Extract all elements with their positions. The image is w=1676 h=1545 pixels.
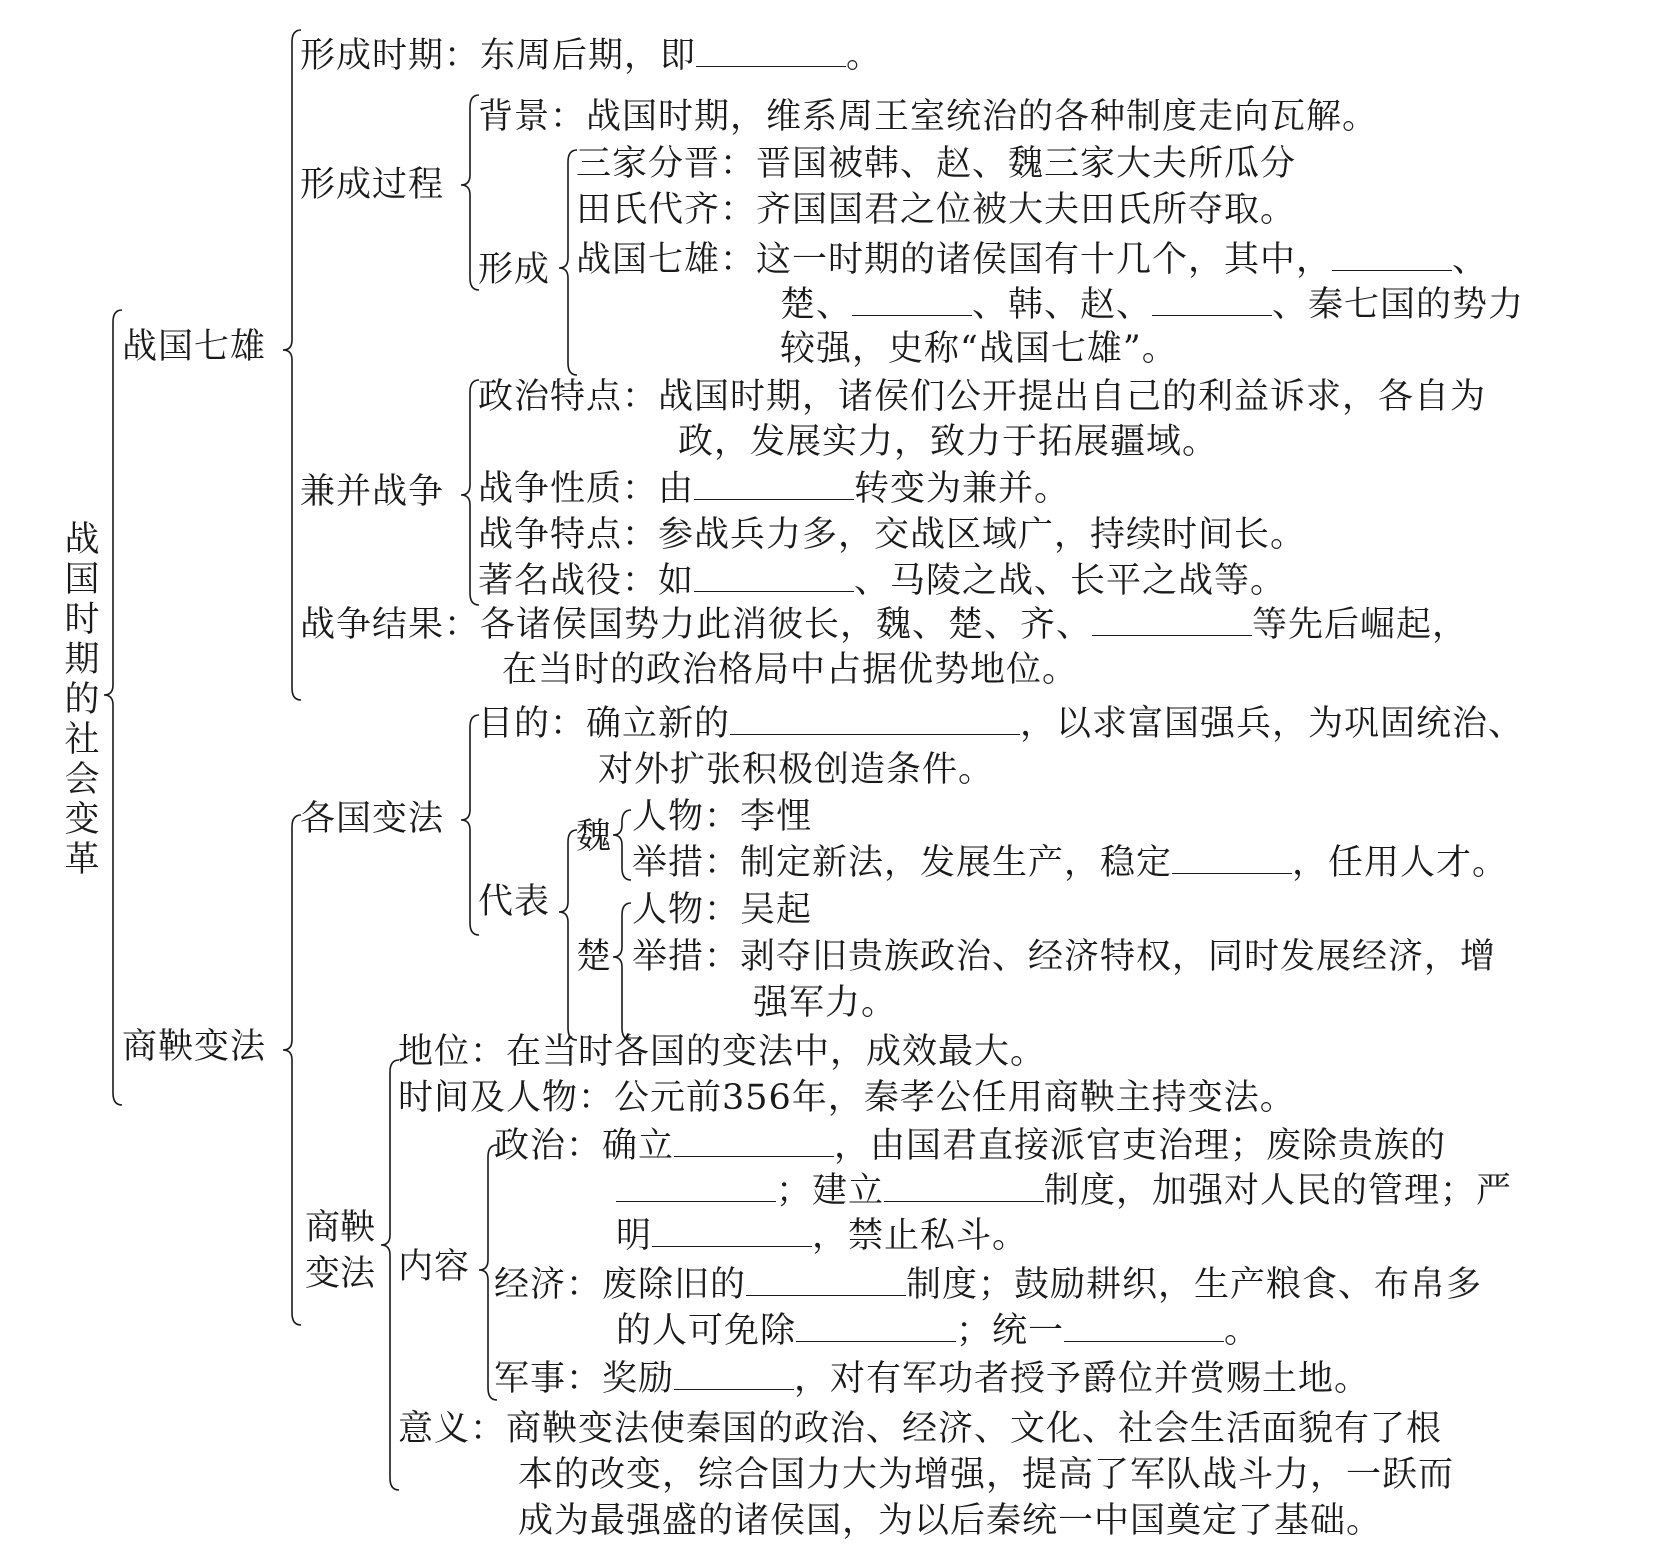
blank-economy-1[interactable] (746, 1265, 906, 1296)
economy-line2: 的人可免除 ；统一 。 (616, 1311, 1261, 1351)
blank-politics-4[interactable] (652, 1216, 812, 1247)
politics-line3: 明 ，禁止私斗。 (616, 1216, 1029, 1256)
wei-measure: 举措：制定新法，发展生产，稳定 ，任用人才。 (632, 843, 1509, 883)
blank-wei-stabilize[interactable] (1172, 843, 1292, 874)
root-title: 战国时期的社会变革 (64, 520, 100, 880)
blank-qixiong-1[interactable] (1332, 240, 1452, 271)
blank-politics-2[interactable] (616, 1171, 776, 1202)
politics-line1: 政治：确立 ，由国君直接派官吏治理；废除贵族的 (494, 1126, 1447, 1166)
blank-qixiong-2[interactable] (852, 285, 972, 316)
blank-formation-period[interactable] (696, 36, 846, 67)
blank-military[interactable] (674, 1359, 794, 1390)
brace-annexation-war (461, 380, 479, 605)
brace-shangyang-bianfa (283, 815, 301, 1325)
war-result-line1: 战争结果：各诸侯国势力此消彼长，魏、楚、齐、 等先后崛起， (300, 605, 1469, 645)
politics-line2: ；建立 制度，加强对人民的管理；严 (616, 1169, 1512, 1213)
brace-reforms (461, 715, 479, 935)
node-annexation-war: 兼并战争 (300, 472, 445, 512)
blank-politics-3[interactable] (884, 1171, 1044, 1202)
sanjia-fenjin: 三家分晋：晋国被韩、赵、魏三家大夫所瓜分 (576, 144, 1297, 184)
famous-battles: 著名战役：如 、马陵之战、长平之战等。 (478, 561, 1287, 601)
blank-war-result[interactable] (1092, 605, 1252, 636)
shang-status: 地位：在当时各国的变法中，成效最大。 (398, 1032, 1047, 1072)
qixiong-line2: 楚、 、韩、赵、 、秦七国的势力 (780, 285, 1525, 325)
node-shangyang-bianfa: 商鞅变法 (122, 1027, 267, 1067)
significance-line1: 意义：商鞅变法使秦国的政治、经济、文化、社会生活面貌有了根 (398, 1409, 1443, 1449)
chu-person: 人物：吴起 (632, 890, 813, 930)
chu-measure-line2: 强军力。 (753, 983, 898, 1023)
significance-line2: 本的改变，综合国力大为增强，提高了军队战斗力，一跃而 (518, 1455, 1455, 1495)
blank-economy-2[interactable] (796, 1311, 956, 1342)
node-zhanguo-qixiong: 战国七雄 (122, 327, 267, 367)
politics-feature-line2: 政，发展实力，致力于拓展疆域。 (678, 422, 1219, 462)
formation-period: 形成时期：东周后期，即 。 (300, 36, 883, 76)
war-nature: 战争性质：由 转变为兼并。 (478, 469, 1071, 509)
chu-measure-line1: 举措：剥夺旧贵族政治、经济特权，同时发展经济，增 (632, 937, 1497, 977)
blank-economy-3[interactable] (1064, 1311, 1224, 1342)
brace-wei (613, 810, 631, 880)
brace-shangyang (381, 1060, 399, 1490)
wei-person: 人物：李悝 (632, 797, 813, 837)
node-shangyang: 商鞅变法 (304, 1208, 375, 1294)
reform-goal-line1: 目的：确立新的 ，以求富国强兵，为巩固统治、 (478, 704, 1525, 744)
significance-line3: 成为最强盛的诸侯国，为以后秦统一中国奠定了基础。 (518, 1501, 1383, 1541)
node-representatives: 代表 (478, 882, 551, 922)
qixiong-line1: 战国七雄：这一时期的诸侯国有十几个，其中， 、 (576, 240, 1489, 280)
reform-goal-line2: 对外扩张积极创造条件。 (598, 750, 995, 790)
brace-formation-process (461, 95, 479, 290)
military-line: 军事：奖励 ，对有军功者授予爵位并赏赐土地。 (494, 1359, 1371, 1399)
brace-formation (559, 150, 577, 375)
blank-qixiong-3[interactable] (1152, 285, 1272, 316)
node-wei: 魏 (576, 817, 613, 857)
war-result-line2: 在当时的政治格局中占据优势地位。 (502, 650, 1079, 690)
politics-feature-line1: 政治特点：战国时期，诸侯们公开提出自己的利益诉求，各自为 (478, 377, 1487, 417)
node-reforms: 各国变法 (300, 799, 445, 839)
node-formation: 形成 (478, 250, 551, 290)
economy-line1: 经济：废除旧的 制度；鼓励耕织，生产粮食、布帛多 (494, 1265, 1483, 1305)
qixiong-line3: 较强，史称“战国七雄”。 (780, 329, 1178, 369)
blank-politics-1[interactable] (674, 1126, 834, 1157)
brace-chu (613, 903, 631, 1040)
process-background: 背景：战国时期，维系周王室统治的各种制度走向瓦解。 (478, 97, 1379, 137)
node-chu: 楚 (576, 937, 613, 977)
node-content: 内容 (398, 1247, 471, 1287)
node-formation-process: 形成过程 (300, 165, 445, 205)
brace-qixiong (283, 30, 301, 700)
blank-war-nature[interactable] (694, 469, 854, 500)
blank-famous-battle[interactable] (694, 561, 854, 592)
tianshi-daiqi: 田氏代齐：齐国国君之位被大夫田氏所夺取。 (576, 190, 1297, 230)
brace-root (104, 310, 122, 1105)
shang-time: 时间及人物：公元前356年，秦孝公任用商鞅主持变法。 (398, 1078, 1296, 1118)
war-feature: 战争特点：参战兵力多，交战区域广，持续时间长。 (478, 515, 1307, 555)
brace-representatives (559, 830, 577, 1040)
blank-reform-goal[interactable] (730, 704, 1020, 735)
